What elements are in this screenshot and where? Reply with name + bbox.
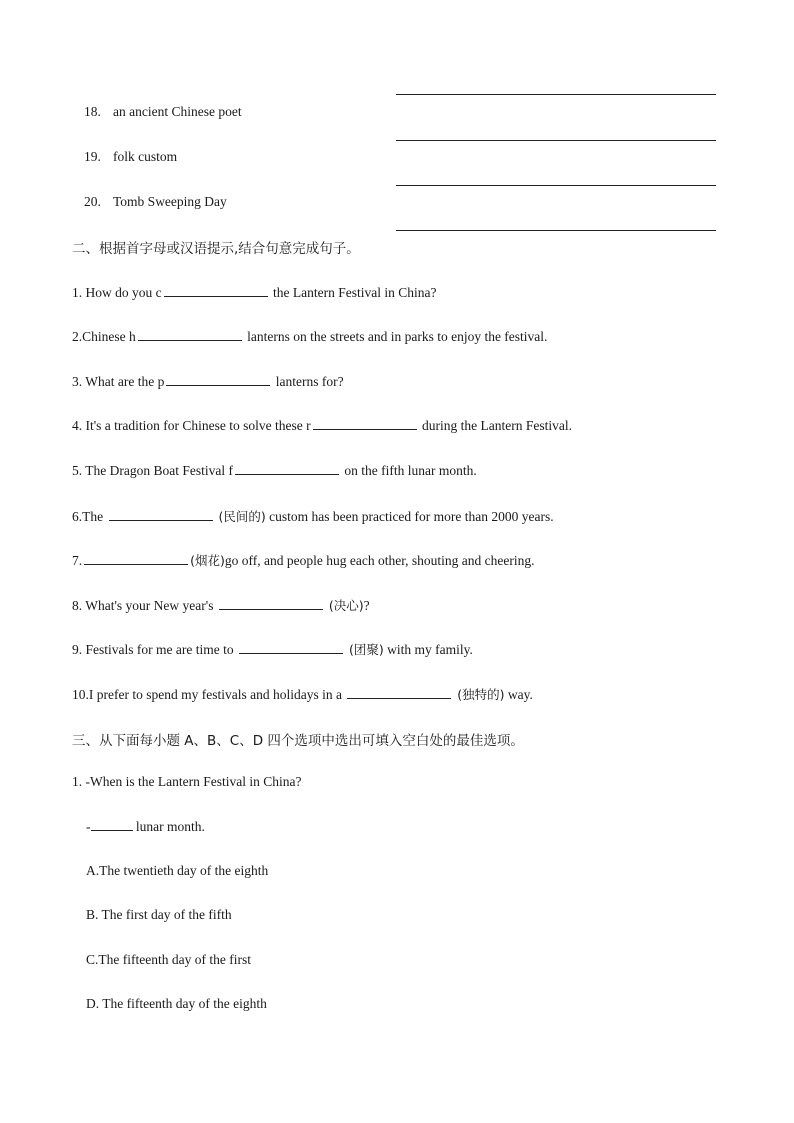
blank-5[interactable] xyxy=(235,462,339,475)
blank-1[interactable] xyxy=(164,284,268,297)
vocab-number-19: 19. xyxy=(84,149,101,164)
blank-2[interactable] xyxy=(138,328,242,341)
sentence-4: 4. It's a tradition for Chinese to solve these r during the Lantern Festival. xyxy=(72,418,572,433)
hint-10: (独特的) xyxy=(453,687,505,702)
answer-line-19[interactable] xyxy=(396,140,716,141)
mc-option-a[interactable]: A.The twentieth day of the eighth xyxy=(86,863,269,878)
vocab-number-20: 20. xyxy=(84,194,101,209)
vocab-number-18: 18. xyxy=(84,104,101,119)
blank-3[interactable] xyxy=(166,373,270,386)
mc-option-b[interactable]: B. The first day of the fifth xyxy=(86,907,232,922)
sentence-3: 3. What are the p lanterns for? xyxy=(72,374,344,389)
sentence-7: 7. (烟花)go off, and people hug each other, shouting and cheering. xyxy=(72,553,535,568)
mc-blank-1[interactable] xyxy=(91,818,133,831)
mc-answer-line-1: - lunar month. xyxy=(86,819,205,834)
section3-heading: 三、从下面每小题 A、B、C、D 四个选项中选出可填入空白处的最佳选项。 xyxy=(72,733,524,749)
blank-9[interactable] xyxy=(239,641,343,654)
mc-question-1: 1. -When is the Lantern Festival in China? xyxy=(72,774,302,789)
hint-6: (民间的) xyxy=(214,509,266,524)
vocab-text-20: Tomb Sweeping Day xyxy=(113,194,227,209)
sentence-8: 8. What's your New year's (决心)? xyxy=(72,598,370,613)
mc-option-c[interactable]: C.The fifteenth day of the first xyxy=(86,952,251,967)
answer-line-extra[interactable] xyxy=(396,230,716,231)
mc-option-d[interactable]: D. The fifteenth day of the eighth xyxy=(86,996,267,1011)
vocab-text-19: folk custom xyxy=(113,149,178,164)
hint-7: (烟花) xyxy=(190,553,225,568)
answer-line-18[interactable] xyxy=(396,94,716,95)
blank-4[interactable] xyxy=(313,417,417,430)
sentence-2: 2.Chinese h lanterns on the streets and in parks to enjoy the festival. xyxy=(72,329,548,344)
hint-9: (团聚) xyxy=(344,642,384,657)
blank-8[interactable] xyxy=(219,597,323,610)
blank-10[interactable] xyxy=(347,686,451,699)
sentence-1: 1. How do you c the Lantern Festival in China? xyxy=(72,285,437,300)
blank-7[interactable] xyxy=(84,552,188,565)
sentence-6: 6.The (民间的) custom has been practiced for more than 2000 years. xyxy=(72,509,554,524)
sentence-9: 9. Festivals for me are time to (团聚) with my family. xyxy=(72,642,473,657)
blank-6[interactable] xyxy=(109,508,213,521)
sentence-5: 5. The Dragon Boat Festival f on the fifth lunar month. xyxy=(72,463,477,478)
answer-line-20[interactable] xyxy=(396,185,716,186)
sentence-10: 10.I prefer to spend my festivals and holidays in a (独特的) way. xyxy=(72,687,533,702)
section2-heading: 二、根据首字母或汉语提示,结合句意完成句子。 xyxy=(72,241,360,257)
vocab-text-18: an ancient Chinese poet xyxy=(113,104,242,119)
hint-8: (决心) xyxy=(324,598,364,613)
